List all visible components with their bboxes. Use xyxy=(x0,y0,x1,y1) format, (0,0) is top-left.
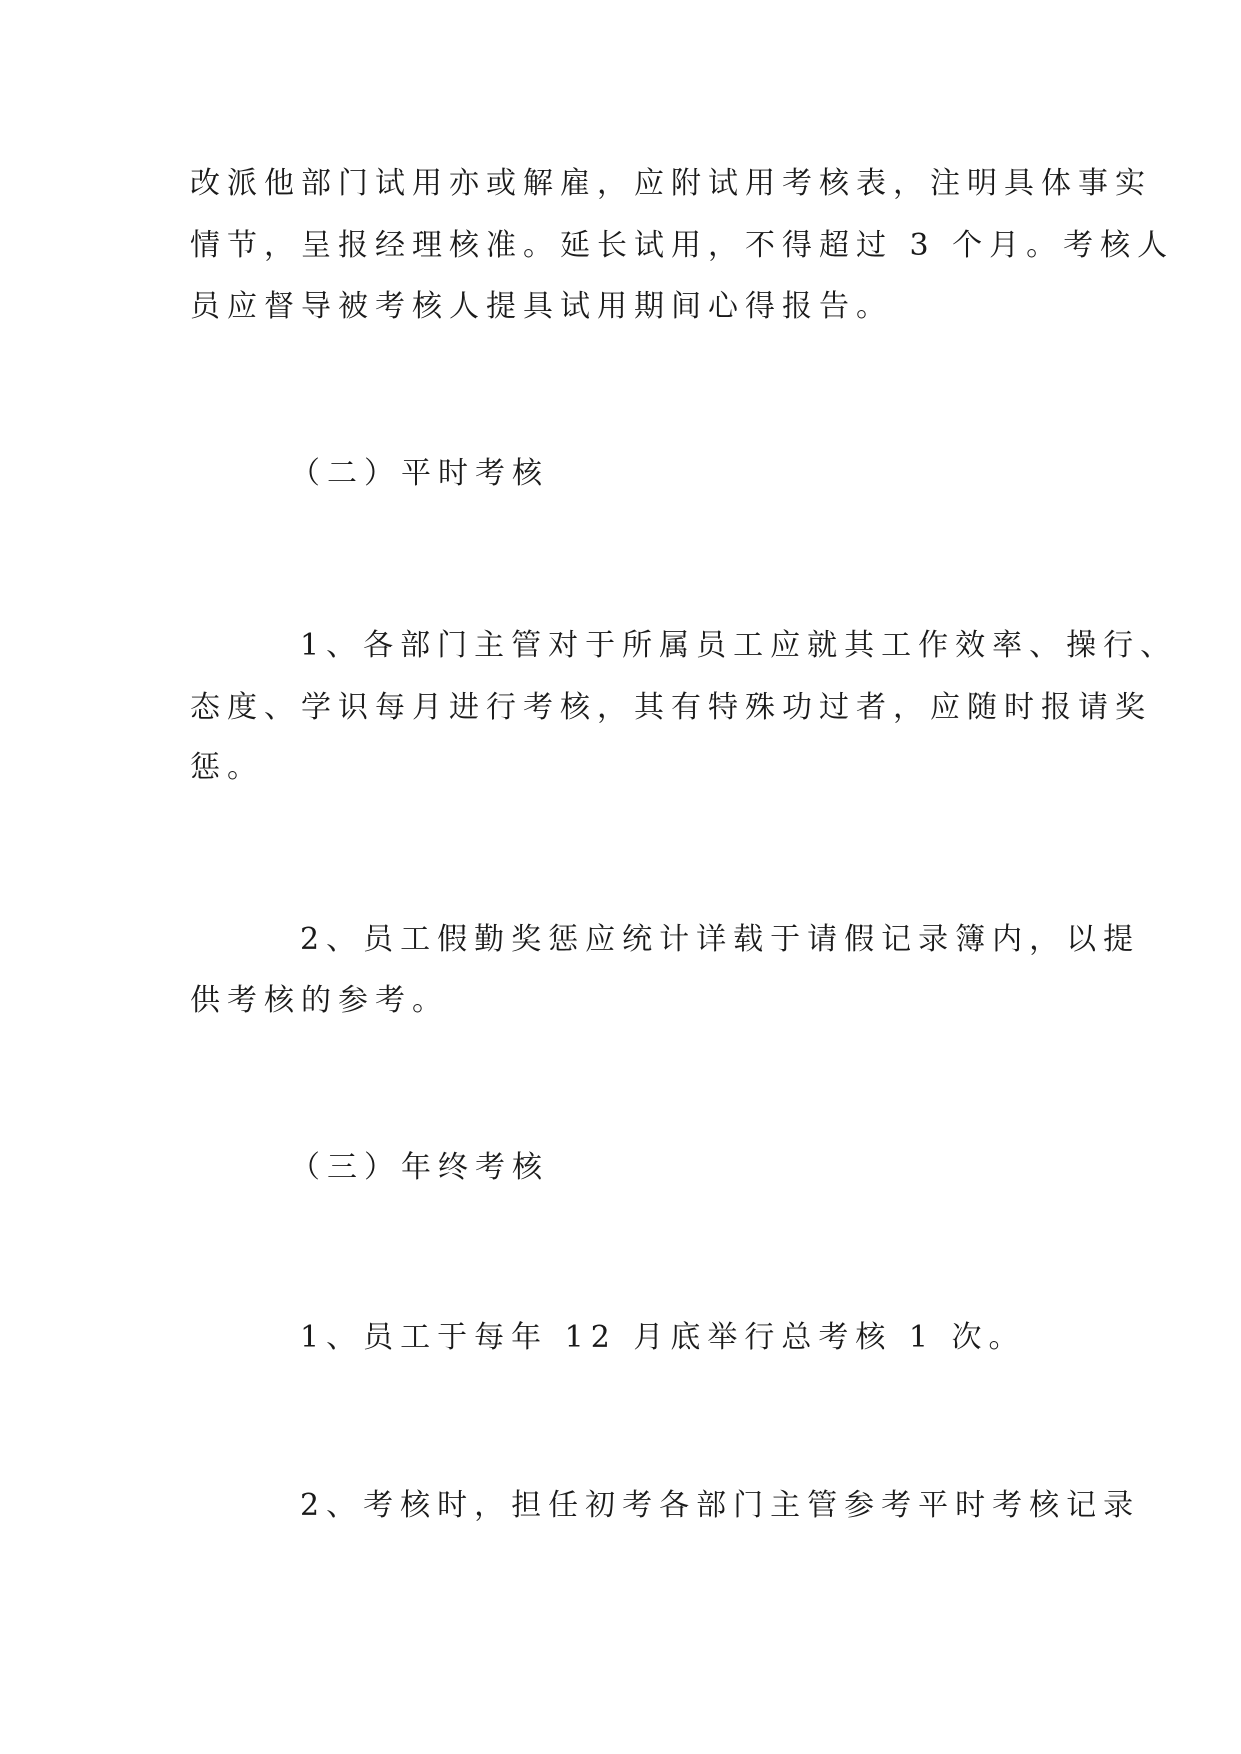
section-heading: （二）平时考核 xyxy=(290,456,549,491)
list-item-line: 2、考核时，担任初考各部门主管参考平时考核记录 xyxy=(300,1488,1141,1523)
paragraph-line: 员应督导被考核人提具试用期间心得报告。 xyxy=(190,289,893,324)
list-item-line: 1、员工于每年 12 月底举行总考核 1 次。 xyxy=(300,1320,1026,1355)
section-heading: （三）年终考核 xyxy=(290,1150,549,1185)
paragraph-line: 改派他部门试用亦或解雇，应附试用考核表，注明具体事实 xyxy=(190,166,1152,201)
list-item-line: 惩。 xyxy=(190,750,264,785)
paragraph-line: 情节，呈报经理核准。延长试用，不得超过 3 个月。考核人 xyxy=(190,228,1175,263)
list-item-line: 2、员工假勤奖惩应统计详载于请假记录簿内，以提 xyxy=(300,922,1141,957)
list-item-line: 1、各部门主管对于所属员工应就其工作效率、操行、 xyxy=(300,628,1178,663)
list-item-line: 态度、学识每月进行考核，其有特殊功过者，应随时报请奖 xyxy=(190,690,1152,725)
list-item-line: 供考核的参考。 xyxy=(190,983,449,1018)
